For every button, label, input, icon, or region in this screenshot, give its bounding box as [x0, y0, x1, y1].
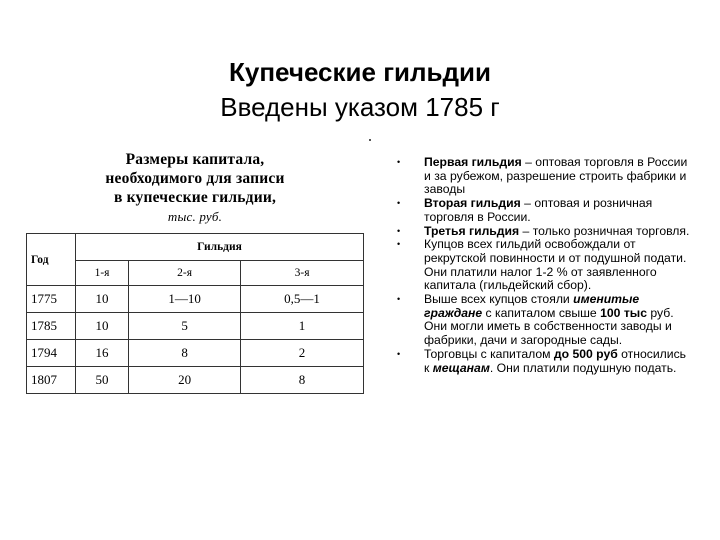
bullet-3-bold: Третья гильдия — [424, 223, 520, 238]
bullet-item — [392, 293, 692, 348]
bullet-6-text-2: относились к — [424, 346, 687, 375]
bullet-icon: • — [397, 239, 401, 250]
bullet-5-text-1: Выше всех купцов стояли — [424, 292, 574, 307]
slide-title — [0, 54, 720, 124]
bullet-item — [392, 238, 692, 293]
bullet-6-text-1: Торговцы с капиталом — [424, 346, 554, 361]
row-year: 1775 — [27, 286, 76, 313]
cell: 1—10 — [129, 286, 241, 313]
cell: 10 — [76, 313, 129, 340]
title-main: Купеческие гильдии — [229, 57, 491, 87]
bullet-6-text-3: . Они платили подушную подать. — [489, 360, 677, 375]
table-header-row — [27, 234, 364, 261]
bullet-5-text-2: с капиталом свыше — [482, 305, 601, 320]
guild-capital-table — [26, 233, 364, 394]
cell: 50 — [76, 367, 129, 394]
bullet-list — [392, 156, 692, 375]
table-row — [27, 286, 364, 313]
cell: 5 — [129, 313, 241, 340]
cell: 8 — [129, 340, 241, 367]
bullet-3-text: – только розничная торговля. — [519, 223, 690, 238]
table-row — [27, 367, 364, 394]
cell: 20 — [129, 367, 241, 394]
bullet-item — [392, 225, 692, 239]
table-subheader-row — [27, 261, 364, 286]
year-header: Год — [27, 234, 76, 286]
row-year: 1794 — [27, 340, 76, 367]
col-header-1: 1-я — [76, 261, 129, 286]
table-row — [27, 313, 364, 340]
bullet-item — [392, 156, 692, 197]
bullet-icon: • — [397, 157, 401, 167]
col-header-2: 2-я — [129, 261, 241, 286]
cell: 10 — [76, 286, 129, 313]
bullet-2-text: – оптовая и розничная торговля в России. — [424, 196, 653, 224]
bullet-icon: • — [397, 294, 401, 305]
col-header-3: 3-я — [241, 261, 364, 286]
table-caption — [26, 150, 364, 226]
bullet-5-emphasis: именитые граждане — [424, 292, 640, 320]
bullet-icon: • — [397, 198, 401, 209]
title-sub: Введены указом 1785 г — [220, 92, 500, 122]
row-year: 1785 — [27, 313, 76, 340]
table-row — [27, 340, 364, 367]
row-year: 1807 — [27, 367, 76, 394]
cell: 16 — [76, 340, 129, 367]
caption-line-2: необходимого для записи — [105, 170, 285, 187]
cell: 8 — [241, 367, 364, 394]
guild-header: Гильдия — [76, 234, 364, 261]
bullet-4-text: Купцов всех гильдий освобождали от рекрутской повинности и от подушной подати. Они платили налог 1-2 % от заявленного капитала (гильдейский сбор). — [424, 237, 687, 293]
bullet-5-text-3: руб. Они могли иметь в собственности заводы и фабрики, дачи и загородные сады. — [424, 305, 674, 348]
cell: 0,5—1 — [241, 286, 364, 313]
bullet-item — [392, 348, 692, 375]
stray-dot — [369, 139, 371, 141]
cell: 2 — [241, 340, 364, 367]
caption-unit: тыс. руб. — [167, 209, 223, 224]
cell: 1 — [241, 313, 364, 340]
scanned-table-figure — [26, 150, 364, 400]
bullet-1-bold: Первая гильдия — [424, 155, 522, 169]
caption-line-3: в купеческие гильдии, — [113, 189, 277, 206]
bullet-icon: • — [397, 225, 401, 236]
caption-line-1: Размеры капитала, — [125, 151, 265, 168]
bullet-item — [392, 197, 692, 224]
bullet-1-text: – оптовая торговля в России и за рубежом, разрешение строить фабрики и заводы — [424, 155, 688, 197]
bullet-6-bold: до 500 руб — [553, 346, 618, 361]
bullet-icon: • — [397, 348, 401, 359]
bullet-6-emphasis: мещанам — [432, 360, 490, 375]
bullet-2-bold: Вторая гильдия — [424, 196, 521, 211]
bullet-5-bold: 100 тыс — [600, 305, 647, 320]
